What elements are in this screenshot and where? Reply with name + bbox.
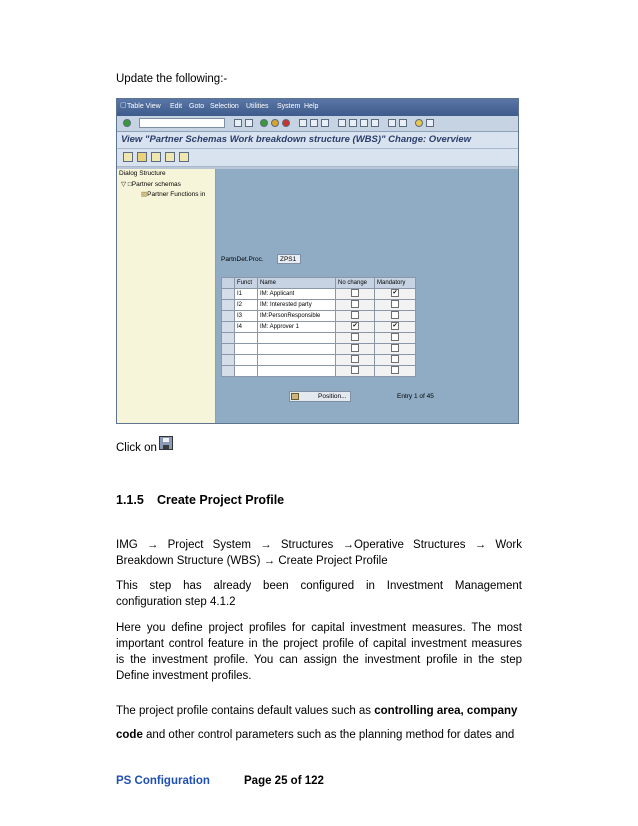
- cell-funct[interactable]: [235, 344, 258, 355]
- save-floppy-icon: [159, 436, 173, 450]
- cell-funct[interactable]: [235, 366, 258, 377]
- click-on-text: Click on: [116, 442, 157, 454]
- cell-funct[interactable]: I4: [235, 322, 258, 333]
- cell-mandatory: [375, 366, 416, 377]
- mandatory-checkbox[interactable]: ✔: [392, 323, 398, 330]
- cell-funct[interactable]: I2: [235, 300, 258, 311]
- intro-text: Update the following:-: [116, 73, 228, 85]
- paragraph-2-line3: is the investment profile. You can assign the investment profile in the step: [116, 654, 522, 666]
- exit-icon[interactable]: [271, 119, 279, 127]
- next-page-icon[interactable]: [360, 119, 368, 127]
- no-change-checkbox[interactable]: [351, 366, 359, 374]
- delete-icon[interactable]: [165, 152, 175, 162]
- expand-triangle-icon[interactable]: ▽: [121, 181, 126, 188]
- row-selector[interactable]: [222, 333, 235, 344]
- menu-goto[interactable]: Goto: [189, 103, 205, 110]
- cell-funct[interactable]: I1: [235, 289, 258, 300]
- no-change-checkbox[interactable]: ✔: [352, 323, 358, 330]
- screen-title-text: View "Partner Schemas Work breakdown structure (WBS)" Change: Overview: [121, 134, 472, 145]
- cell-name[interactable]: [258, 333, 336, 344]
- cell-mandatory: [375, 344, 416, 355]
- no-change-checkbox[interactable]: [351, 333, 359, 341]
- table-row: [222, 366, 416, 377]
- section-number: 1.1.5: [116, 493, 144, 507]
- partner-procedure-label: PartnDet.Proc.: [221, 256, 264, 263]
- sap-system-icon[interactable]: ▢: [120, 102, 127, 109]
- find-icon[interactable]: [310, 119, 318, 127]
- print-icon[interactable]: [299, 119, 307, 127]
- command-field[interactable]: [139, 118, 225, 128]
- mandatory-checkbox[interactable]: [391, 366, 399, 374]
- mandatory-checkbox[interactable]: [391, 355, 399, 363]
- cell-name[interactable]: IM: Applicant: [258, 289, 336, 300]
- save-icon[interactable]: [245, 119, 253, 127]
- position-button[interactable]: Position...: [289, 391, 351, 402]
- row-selector[interactable]: [222, 322, 235, 333]
- cell-no-change: [336, 333, 375, 344]
- cell-no-change: [336, 366, 375, 377]
- cell-mandatory: [375, 322, 416, 333]
- img-path-line1: IMG → Project System → Structures →Operative Structures → Work: [116, 539, 522, 551]
- create-session-icon[interactable]: [388, 119, 396, 127]
- paragraph-3-line1: The project profile contains default values such as controlling area, company: [116, 705, 518, 717]
- previous-page-icon[interactable]: [349, 119, 357, 127]
- mandatory-checkbox[interactable]: [391, 300, 399, 308]
- tree-item-partner-functions[interactable]: ▧Partner Functions in: [141, 191, 206, 198]
- sap-menubar: [117, 99, 518, 116]
- open-folder-icon: ▧: [141, 191, 148, 198]
- column-header-funct[interactable]: Funct: [235, 278, 258, 289]
- cell-mandatory: [375, 300, 416, 311]
- last-page-icon[interactable]: [371, 119, 379, 127]
- menu-table-view[interactable]: Table View: [127, 103, 161, 110]
- menu-edit[interactable]: Edit: [170, 103, 183, 110]
- cell-mandatory: [375, 333, 416, 344]
- table-row: [222, 289, 416, 300]
- mandatory-checkbox[interactable]: [391, 333, 399, 341]
- cell-funct[interactable]: [235, 333, 258, 344]
- cell-name[interactable]: [258, 344, 336, 355]
- first-page-icon[interactable]: [338, 119, 346, 127]
- cell-mandatory: [375, 355, 416, 366]
- no-change-checkbox[interactable]: [351, 300, 359, 308]
- cell-funct[interactable]: I3: [235, 311, 258, 322]
- find-next-icon[interactable]: [321, 119, 329, 127]
- layout-icon[interactable]: [426, 119, 434, 127]
- help-icon[interactable]: [415, 119, 423, 127]
- table-row: [222, 322, 416, 333]
- section-title: Create Project Profile: [157, 493, 285, 507]
- select-all-cell[interactable]: [222, 278, 235, 289]
- sap-screen-title: [117, 132, 518, 149]
- table-row: [222, 311, 416, 322]
- cell-no-change: [336, 289, 375, 300]
- no-change-checkbox[interactable]: [351, 355, 359, 363]
- mandatory-checkbox[interactable]: [391, 311, 399, 319]
- menu-utilities[interactable]: Utilities: [246, 103, 269, 110]
- cell-name[interactable]: [258, 355, 336, 366]
- cell-no-change: [336, 322, 375, 333]
- menu-selection[interactable]: Selection: [210, 103, 239, 110]
- table-row: [222, 333, 416, 344]
- menu-help[interactable]: Help: [304, 103, 319, 110]
- folder-icon: □: [127, 181, 132, 188]
- tree-item-partner-schemas[interactable]: ▽ □Partner schemas: [121, 181, 181, 188]
- table-row: [222, 355, 416, 366]
- shortcut-icon[interactable]: [399, 119, 407, 127]
- menu-system[interactable]: System: [277, 103, 301, 110]
- cell-no-change: [336, 300, 375, 311]
- sap-application-toolbar: [117, 149, 518, 167]
- row-selector[interactable]: [222, 300, 235, 311]
- table-row: [222, 344, 416, 355]
- no-change-checkbox[interactable]: [351, 311, 359, 319]
- paragraph-1-line1: This step has already been configured in Investment Management: [116, 580, 522, 592]
- row-selector[interactable]: [222, 355, 235, 366]
- footer-page: Page 25 of 122: [244, 775, 324, 787]
- sap-screenshot: [116, 98, 519, 424]
- cell-name[interactable]: IM:PersonResponsible: [258, 311, 336, 322]
- cell-name[interactable]: [258, 366, 336, 377]
- bold-controlling-area: controlling area, company: [374, 705, 518, 717]
- cell-mandatory: [375, 311, 416, 322]
- cancel-icon[interactable]: [282, 119, 290, 127]
- dialog-structure-panel: [117, 169, 216, 424]
- cell-no-change: [336, 311, 375, 322]
- position-icon: [291, 393, 299, 400]
- row-selector[interactable]: [222, 366, 235, 377]
- paragraph-1-line2: configuration step 4.1.2: [116, 596, 236, 608]
- display-change-icon[interactable]: [123, 152, 133, 162]
- partner-procedure-value: ZPS1: [277, 254, 301, 264]
- row-selector[interactable]: [222, 289, 235, 300]
- table-row: [222, 300, 416, 311]
- sap-standard-toolbar: [117, 116, 518, 132]
- cell-name[interactable]: IM: Interested party: [258, 300, 336, 311]
- select-all-icon[interactable]: [179, 152, 189, 162]
- mandatory-checkbox[interactable]: [391, 344, 399, 352]
- table-header-row: [222, 278, 416, 289]
- column-header-mandatory[interactable]: Mandatory: [375, 278, 416, 289]
- row-selector[interactable]: [222, 344, 235, 355]
- new-entries-icon[interactable]: [137, 152, 147, 162]
- copy-icon[interactable]: [151, 152, 161, 162]
- back-icon[interactable]: [260, 119, 268, 127]
- enter-icon[interactable]: [123, 119, 131, 127]
- bold-code: code: [116, 729, 143, 741]
- no-change-checkbox[interactable]: [351, 289, 359, 297]
- img-path-line2: Breakdown Structure (WBS) → Create Project Profile: [116, 555, 388, 567]
- cell-no-change: [336, 355, 375, 366]
- dialog-structure-title: Dialog Structure: [119, 170, 166, 177]
- cell-no-change: [336, 344, 375, 355]
- partner-functions-table: [221, 277, 416, 377]
- mandatory-checkbox[interactable]: ✔: [392, 290, 398, 297]
- row-selector[interactable]: [222, 311, 235, 322]
- cell-mandatory: [375, 289, 416, 300]
- back-arrow-icon[interactable]: [234, 119, 242, 127]
- footer-left: PS Configuration: [116, 775, 210, 787]
- paragraph-2-line1: Here you define project profiles for capital investment measures. The most: [116, 622, 522, 634]
- cell-name[interactable]: IM: Approver 1: [258, 322, 336, 333]
- no-change-checkbox[interactable]: [351, 344, 359, 352]
- paragraph-2-line2: important control feature in the project profile of capital investment measures: [116, 638, 522, 650]
- paragraph-2-line4: Define investment profiles.: [116, 670, 252, 682]
- column-header-name[interactable]: Name: [258, 278, 336, 289]
- cell-funct[interactable]: [235, 355, 258, 366]
- paragraph-3-line2: code and other control parameters such as the planning method for dates and: [116, 729, 515, 741]
- entry-counter: Entry 1 of 45: [397, 393, 434, 400]
- column-header-no-change[interactable]: No change: [336, 278, 375, 289]
